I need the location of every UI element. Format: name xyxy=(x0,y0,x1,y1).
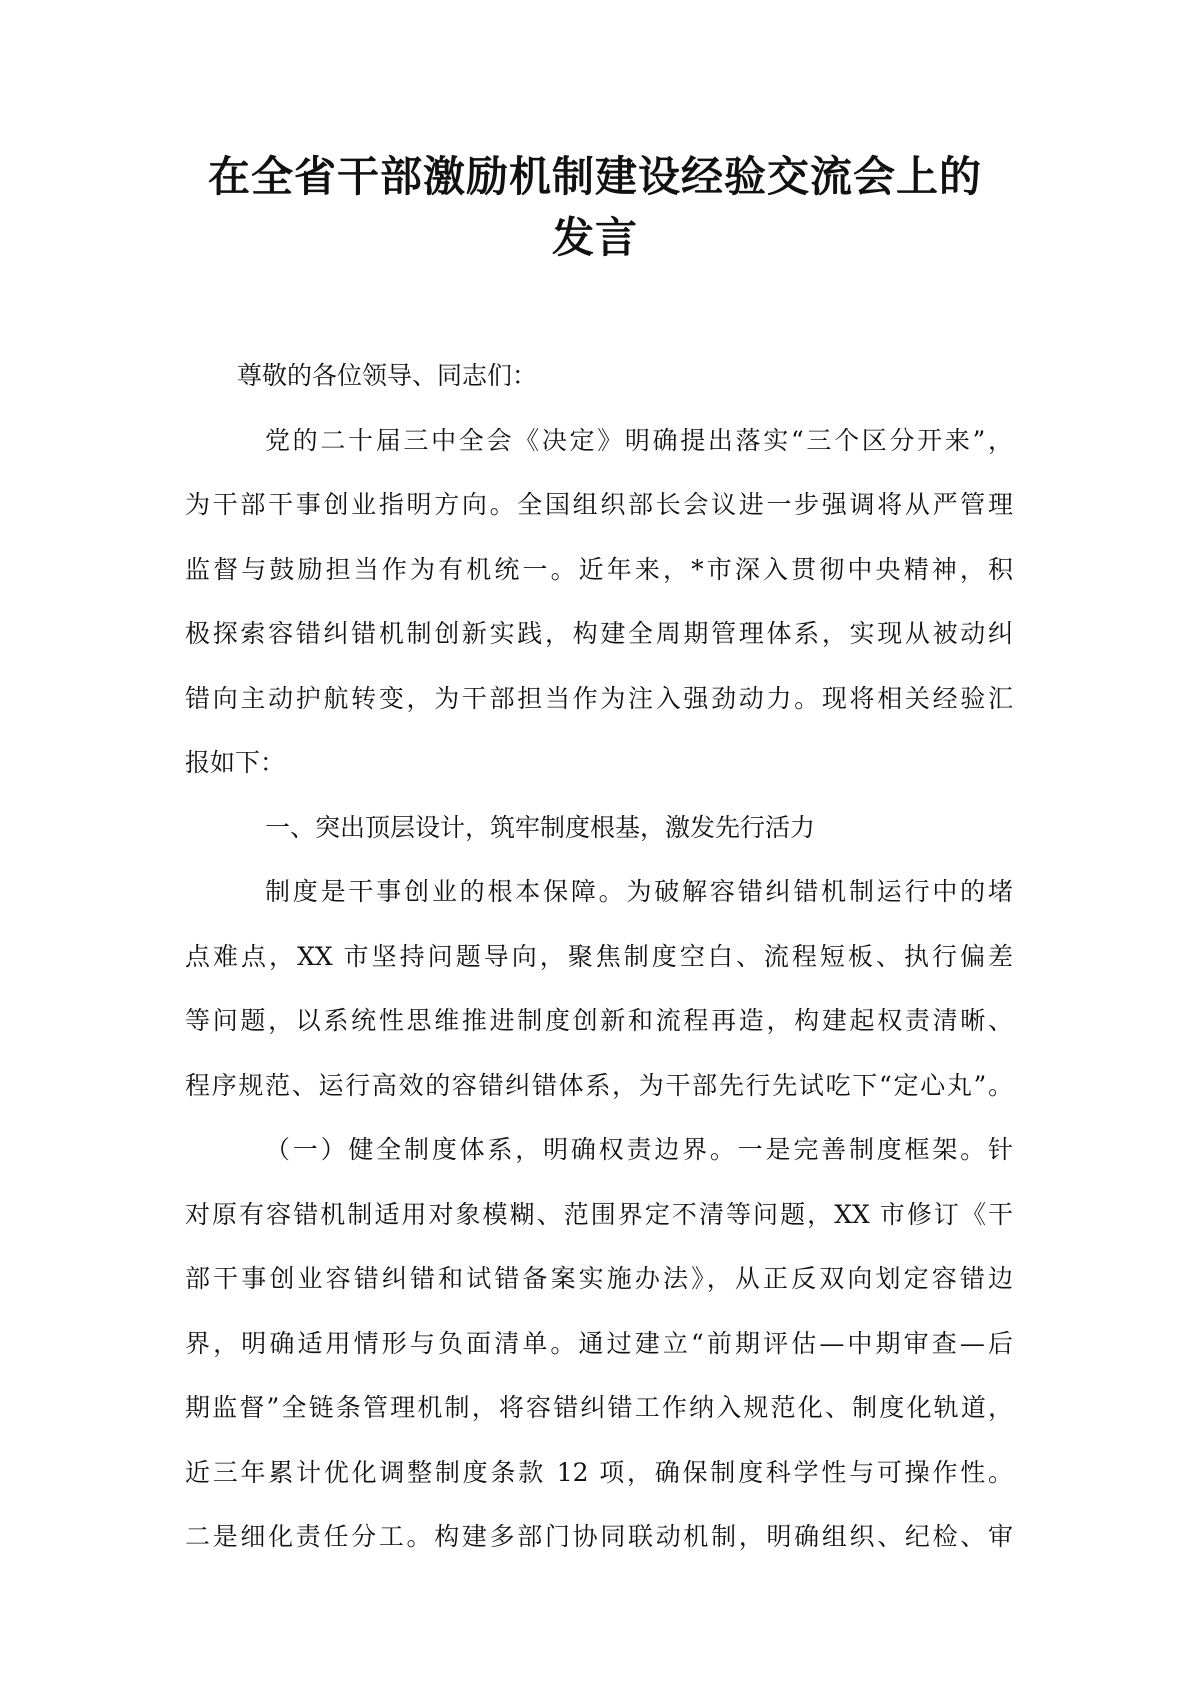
text-line: 程序规范、运行高效的容错纠错体系，为干部先行先试吃下“定心丸”。 xyxy=(185,1070,1013,1100)
document-title xyxy=(180,146,1010,268)
text-line: 极探索容错纠错机制创新实践，构建全周期管理体系，实现从被动纠 xyxy=(185,619,1013,648)
text-line: 界，明确适用情形与负面清单。通过建立“前期评估—中期审查—后 xyxy=(185,1328,1013,1358)
text-line: 二是细化责任分工。构建多部门协同联动机制，明确组织、纪检、审 xyxy=(185,1522,1013,1551)
section-heading-text: 一、突出顶层设计，筑牢制度根基，激发先行活力 xyxy=(265,812,816,842)
salutation xyxy=(185,344,1013,409)
text-line: 近三年累计优化调整制度条款 12 项，确保制度科学性与可操作性。 xyxy=(185,1457,1013,1487)
text-line: 监督与鼓励担当作为有机统一。近年来，*市深入贯彻中央精神，积 xyxy=(185,554,1013,584)
section-heading-1 xyxy=(185,796,1013,861)
title-line-2: 发言 xyxy=(551,213,638,262)
text-line: 错向主动护航转变，为干部担当作为注入强劲动力。现将相关经验汇 xyxy=(185,683,1013,713)
title-line-1: 在全省干部激励机制建设经验交流会上的 xyxy=(207,152,982,201)
text-line: 党的二十届三中全会《决定》明确提出落实“三个区分开来”， xyxy=(265,425,1013,455)
text-line: 点难点，XX 市坚持问题导向，聚焦制度空白、流程短板、执行偏差 xyxy=(185,941,1013,971)
paragraph-subsection-1 xyxy=(185,1118,1013,1570)
text-line: 等问题，以系统性思维推进制度创新和流程再造，构建起权责清晰、 xyxy=(185,1006,1013,1035)
salutation-text: 尊敬的各位领导、同志们： xyxy=(237,361,538,390)
text-line: 报如下： xyxy=(185,748,286,777)
text-line: 制度是干事创业的根本保障。为破解容错纠错机制运行中的堵 xyxy=(265,877,1013,906)
document-body xyxy=(185,344,1013,1570)
text-line: 对原有容错机制适用对象模糊、范围界定不清等问题，XX 市修订《干 xyxy=(185,1199,1013,1229)
text-line: 期监督”全链条管理机制，将容错纠错工作纳入规范化、制度化轨道， xyxy=(185,1393,1013,1422)
paragraph-intro xyxy=(185,409,1013,796)
paragraph-section-1 xyxy=(185,860,1013,1118)
text-line: 部干事创业容错纠错和试错备案实施办法》，从正反双向划定容错边 xyxy=(185,1264,1013,1293)
text-line: 为干部干事创业指明方向。全国组织部长会议进一步强调将从严管理 xyxy=(185,490,1013,519)
text-line: （一）健全制度体系，明确权责边界。一是完善制度框架。针 xyxy=(265,1135,1013,1164)
